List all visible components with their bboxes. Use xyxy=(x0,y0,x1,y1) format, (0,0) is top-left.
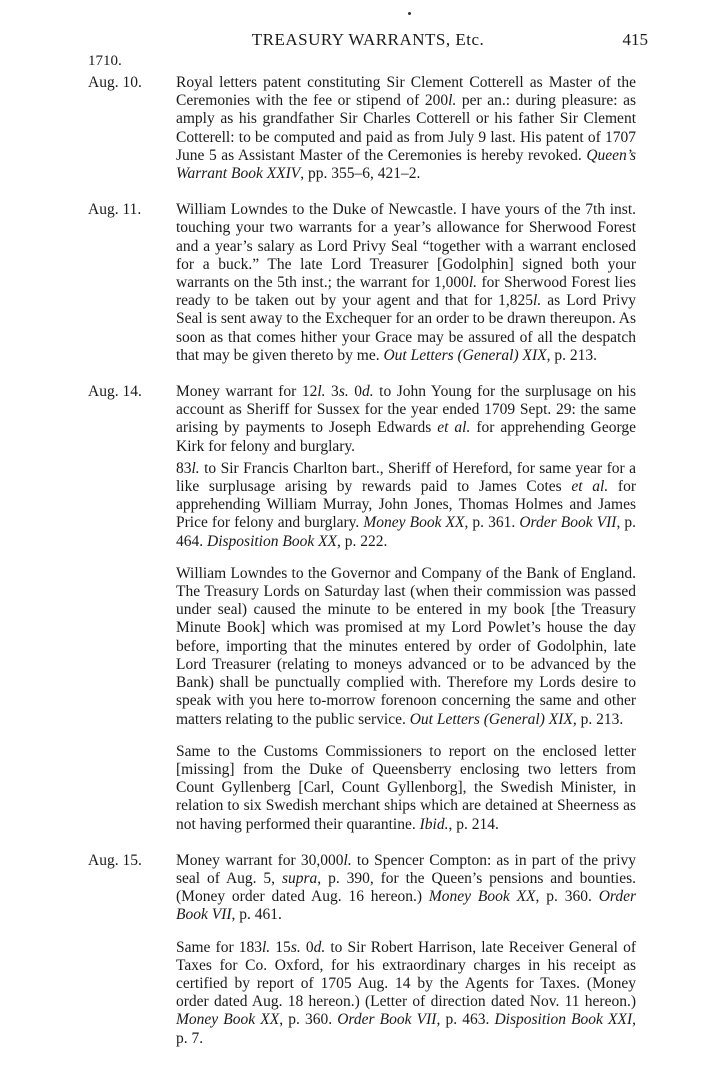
year-label: 1710. xyxy=(88,53,122,69)
entry-date: Aug. 11. xyxy=(88,201,142,219)
text-segment: Royal letters patent constituting Sir Clement Cotterell as Master of the Ceremonies with the fee or stipend of 200 xyxy=(176,74,636,110)
italic-reference: l. xyxy=(533,292,542,310)
italic-reference: l. xyxy=(317,383,326,401)
text-segment: , p. 361. xyxy=(464,514,520,532)
text-segment: to John Young for the surplusage on his account as Sheriff for Sussex for the year ended 1709 Sept. 29: the same arising by payments to Joseph Edwards xyxy=(176,383,637,437)
text-segment: , p. 360. xyxy=(279,1011,338,1029)
text-segment: to Sir Robert Harrison, late Receiver General of Taxes for Co. Oxford, for his extraordinary charges in his receipt as certified by report of 1705 Aug. 14 by the Agents for Taxes. (Money order dated Aug. 18 hereon.) (Letter of direction dated Nov. 11 hereon.) xyxy=(176,938,637,1011)
italic-reference: s. xyxy=(290,938,301,956)
entry-body xyxy=(176,201,636,365)
text-segment: for apprehending William Murray, John Jones, Thomas Holmes and James Price for felony and burglary. xyxy=(176,478,636,532)
text-segment: William Lowndes to the Duke of Newcastle. I have yours of the 7th inst. touching your two warrants for a year’s allowance for Sherwood Forest and a year’s salary as Lord Privy Seal “together with a warrant enclosed for a buck.” The late Lord Treasurer [Godolphin] signed both your warrants on the 5th inst.; the warrant for 1,000 xyxy=(176,201,636,292)
italic-reference: l. xyxy=(262,938,271,956)
entries-list xyxy=(0,74,720,1066)
text-segment: 15 xyxy=(270,938,291,956)
entry-body xyxy=(176,852,636,1048)
italic-reference: et al. xyxy=(437,419,471,437)
text-segment: , p. 214. xyxy=(448,815,499,833)
text-segment: Money warrant for 30,000 xyxy=(176,851,344,869)
text-segment: , pp. 355–6, 421–2. xyxy=(300,165,421,183)
entry-date: Aug. 14. xyxy=(88,383,142,401)
italic-reference: Ibid. xyxy=(419,815,449,833)
entry-paragraph xyxy=(176,939,636,1048)
text-segment: for Sherwood Forest lies ready to be taken out by your agent and that for 1,825 xyxy=(176,274,636,310)
entry-date: Aug. 10. xyxy=(88,74,142,91)
text-segment: , p. 390, for the Queen’s pensions and bounties. (Money order dated Aug. 16 hereon.) xyxy=(176,869,636,906)
text-segment: as Lord Privy Seal is sent away to the Exchequer for an order to be drawn thereupon. As soon as that comes hither your Grace may be assured of all the despatch that may be given thereto by me. xyxy=(176,292,636,364)
text-segment: 0 xyxy=(348,383,362,401)
italic-reference: l. xyxy=(343,851,352,869)
entry-body xyxy=(176,383,636,834)
italic-reference: et al. xyxy=(571,478,609,496)
running-title: TREASURY WARRANTS, Etc. xyxy=(251,30,485,49)
print-mark xyxy=(408,12,411,15)
text-segment: Money warrant for 12 xyxy=(176,383,318,401)
text-segment: Same for 183 xyxy=(176,938,262,956)
italic-reference: Disposition Book XXI xyxy=(494,1011,633,1029)
italic-reference: Money Book XX xyxy=(428,888,536,906)
italic-reference: Money Book XX xyxy=(176,1011,280,1029)
page-header xyxy=(88,30,648,52)
text-segment: 0 xyxy=(300,938,314,956)
italic-reference: Order Book VII xyxy=(176,888,636,924)
entry-paragraph xyxy=(176,74,636,183)
italic-reference: Disposition Book XX xyxy=(207,532,338,550)
text-segment: for apprehending George Kirk for felony and burglary. xyxy=(176,419,636,455)
text-segment: 3 xyxy=(325,383,339,401)
text-segment: , p. 213. xyxy=(546,346,597,364)
text-segment: per an.: during pleasure: as amply as his grandfather Sir Charles Cotterell or his father Sir Clement Cotterell: to be computed and paid as from July 9 last. His patent of 1707 June 5 as Assistant Master of the Ceremonies is hereby revoked. xyxy=(176,92,636,164)
entry-paragraph xyxy=(176,565,636,729)
text-segment: , p. 213. xyxy=(572,710,624,728)
text-segment: , p. 463. xyxy=(436,1011,495,1029)
page-number: 415 xyxy=(622,30,648,49)
text-segment: , p. 222. xyxy=(337,532,388,550)
italic-reference: d. xyxy=(362,383,374,401)
italic-reference: l. xyxy=(191,459,200,477)
entry-paragraph xyxy=(176,201,636,365)
italic-reference: Money Book XX xyxy=(363,514,465,532)
text-segment: , p. 461. xyxy=(231,906,282,924)
italic-reference: d. xyxy=(313,938,326,956)
text-segment: 83 xyxy=(176,459,192,477)
entry-paragraph xyxy=(176,852,636,925)
text-segment: , p. 360. xyxy=(535,888,599,906)
entry xyxy=(0,201,720,365)
entry-body xyxy=(176,74,636,183)
italic-reference: Out Letters (General) XIX xyxy=(383,346,547,364)
entry-date: Aug. 15. xyxy=(88,851,142,869)
text-segment: William Lowndes to the Governor and Company of the Bank of England. The Treasury Lords on Saturday last (when their commission was passed under seal) caused the minute to be entered in my book [the Treasury Minute Book] which was promised at my Lord Powlet’s house the day before, importing that the minutes entered by order of Godolphin, late Lord Treasurer (relating to moneys advanced or to be advanced by the Bank) shall be punctually complied with. Therefore my Lords desire to speak with you here to-morrow forenoon concerning the same and other matters relating to the public service. xyxy=(176,564,636,728)
italic-reference: supra xyxy=(281,869,318,887)
italic-reference: l. xyxy=(448,92,457,110)
italic-reference: s. xyxy=(338,383,349,401)
entry-paragraph xyxy=(176,460,636,551)
text-segment: Same to the Customs Commissioners to report on the enclosed letter [missing] from the Duke of Queensberry enclosing two letters from Count Gyllenberg [Carl, Count Gyllenborg], the Swedish Minister, in relation to six Swedish merchant ships which are detained at Sheerness as not having performed their quarantine. xyxy=(176,742,636,833)
entry xyxy=(0,74,720,183)
entry xyxy=(0,383,720,834)
entry-paragraph xyxy=(176,743,636,834)
italic-reference: Queen’s Warrant Book XXIV xyxy=(176,146,636,183)
text-segment: to Sir Francis Charlton bart., Sheriff of Hereford, for same year for a like surplusage arising by rewards paid to James Cotes xyxy=(176,459,636,496)
entry-paragraph xyxy=(176,383,636,456)
italic-reference: Order Book VII xyxy=(337,1011,437,1029)
italic-reference: Order Book VII xyxy=(519,514,617,532)
entry xyxy=(0,852,720,1048)
text-segment: to Spencer Compton: as in part of the privy seal of Aug. 5, xyxy=(176,851,636,887)
italic-reference: Out Letters (General) XIX xyxy=(409,710,573,728)
text-segment: , p. 7. xyxy=(176,1011,637,1047)
text-segment: , p. 464. xyxy=(176,514,637,550)
italic-reference: l. xyxy=(468,274,478,292)
